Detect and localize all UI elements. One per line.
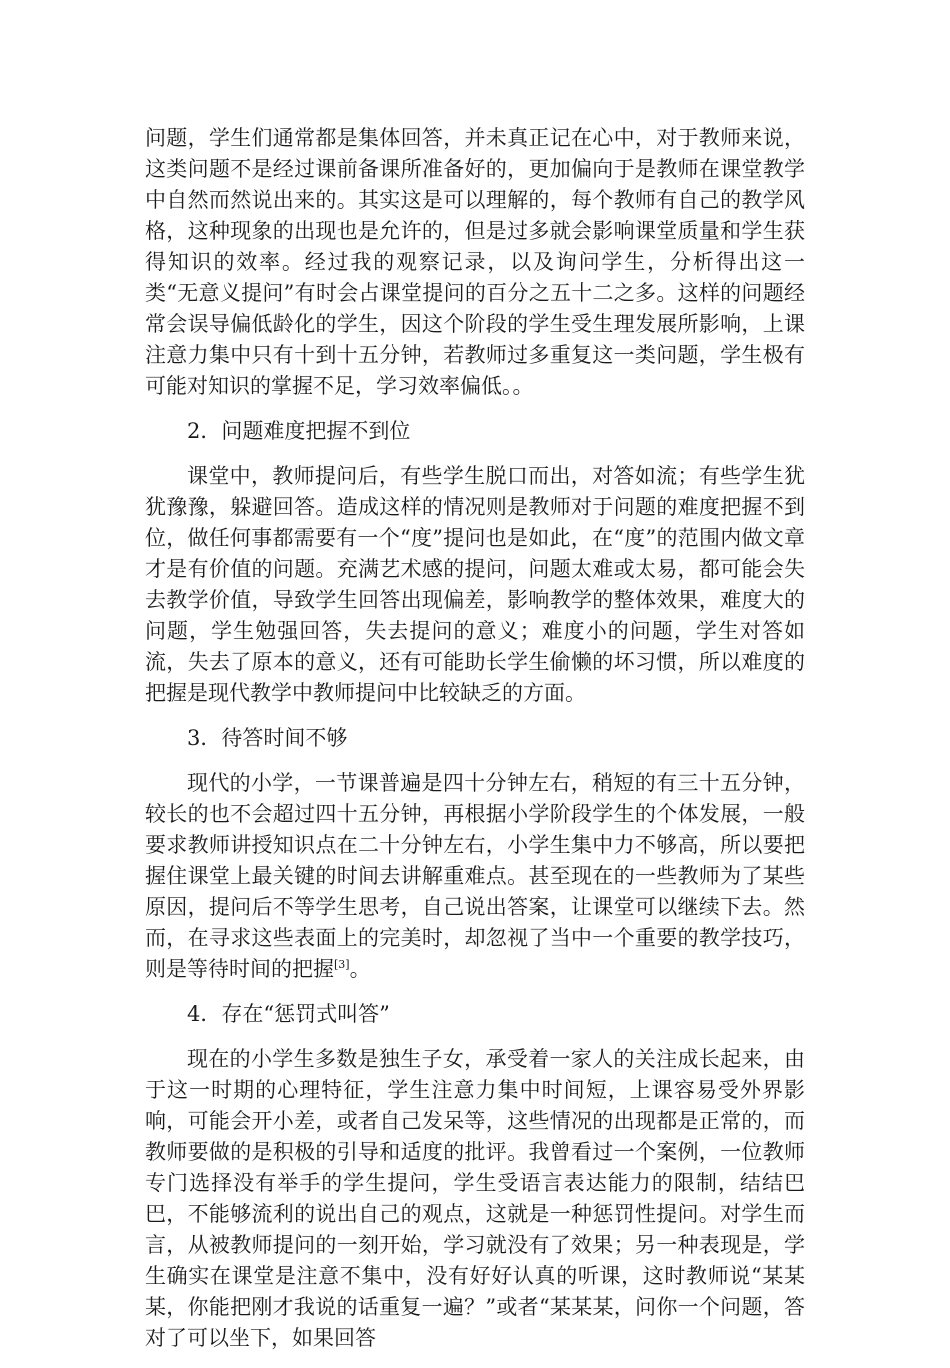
document-page [145,123,805,1368]
citation-marker: [3] [334,958,350,971]
paragraph-difficulty: 课堂中，教师提问后，有些学生脱口而出，对答如流；有些学生犹犹豫豫，躲避回答。造成这样的情况则是教师对于问题的难度把握不到位，做任何事都需要有一个“度”提问也是如此，在“度”的范围内做文章才是有价值的问题。充满艺术感的提问，问题太难或太易，都可能会失去教学价值，导致学生回答出现偏差，影响教学的整体效果，难度大的问题，学生勉强回答，失去提问的意义；难度小的问题，学生对答如流，失去了原本的意义，还有可能助长学生偷懒的坏习惯，所以难度的把握是现代教学中教师提问中比较缺乏的方面。 [145,464,805,705]
paragraph-continuation: 问题，学生们通常都是集体回答，并未真正记在心中，对于教师来说，这类问题不是经过课前备课所准备好的，更加偏向于是教师在课堂教学中自然而然说出来的。其实这是可以理解的，每个教师有自己的教学风格，这种现象的出现也是允许的，但是过多就会影响课堂质量和学生获得知识的效率。经过我的观察记录，以及询问学生，分析得出这一类“无意义提问”有时会占课堂提问的百分之五十二之多。这样的问题经常会误导偏低龄化的学生，因这个阶段的学生受生理发展所影响，上课注意力集中只有十到十五分钟，若教师过多重复这一类问题，学生极有可能对知识的掌握不足，学习效率偏低。。 [145,126,805,398]
paragraph-wait-time-end: 。 [349,957,371,981]
paragraph-wait-time [145,768,805,985]
paragraph-punitive: 现在的小学生多数是独生子女，承受着一家人的关注成长起来，由于这一时期的心理特征，学生注意力集中时间短，上课容易受外界影响，可能会开小差，或者自己发呆等，这些情况的出现都是正常的，而教师要做的是积极的引导和适度的批评。我曾看过一个案例，一位教师专门选择没有举手的学生提问，学生受语言表达能力的限制，结结巴巴，不能够流利的说出自己的观点，这就是一种惩罚性提问。对学生而言，从被教师提问的一刻开始，学习就没有了效果；另一种表现是，学生确实在课堂是注意不集中，没有好好认真的听课，这时教师说“某某某，你能把刚才我说的话重复一遍？”或者“某某某，问你一个问题，答对了可以坐下，如果回答 [145,1047,805,1350]
section-heading-4: 4．存在“惩罚式叫答” [187,1002,390,1026]
paragraph-wait-time-text: 现代的小学，一节课普遍是四十分钟左右，稍短的有三十五分钟，较长的也不会超过四十五分钟，再根据小学阶段学生的个体发展，一般要求教师讲授知识点在二十分钟左右，小学生集中力不够高，所以要把握住课堂上最关键的时间去讲解重难点。甚至现在的一些教师为了某些原因，提问后不等学生思考，自己说出答案，让课堂可以继续下去。然而，在寻求这些表面上的完美时，却忽视了当中一个重要的教学技巧，则是等待时间的把握 [145,771,805,981]
section-heading-3: 3．待答时间不够 [187,726,348,750]
section-heading-2: 2．问题难度把握不到位 [187,419,411,443]
